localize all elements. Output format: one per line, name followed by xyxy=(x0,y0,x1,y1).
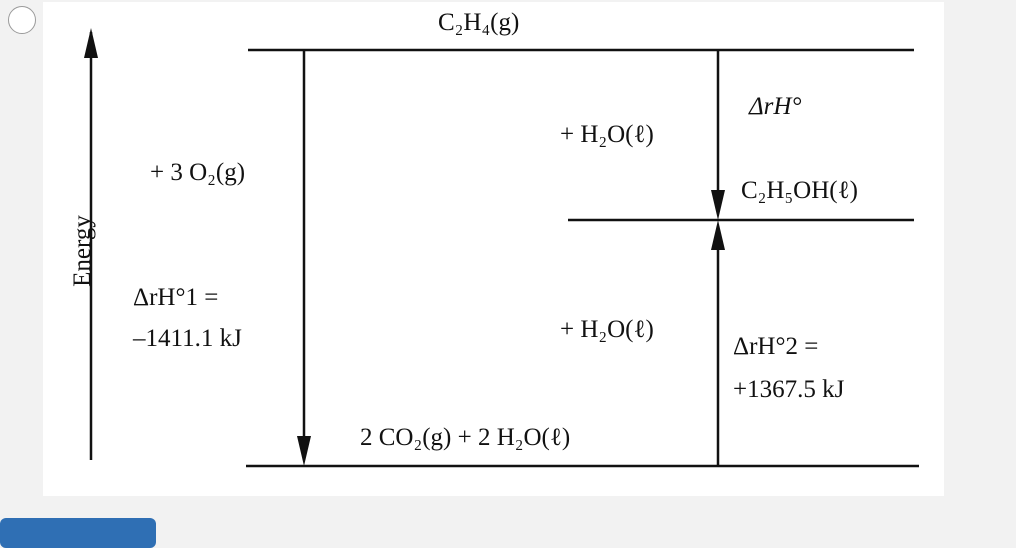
delta-h-label: ΔrH° xyxy=(749,93,802,120)
answer-radio-button[interactable] xyxy=(8,6,36,34)
level-middle-label: C₂H₅OH(ℓ) xyxy=(741,177,858,204)
delta-h1-label-line1: ΔrH°1 = xyxy=(133,284,219,311)
plus-o2-label: + 3 O₂(g) xyxy=(150,159,246,186)
diagram-lines xyxy=(43,2,944,496)
level-bottom-label: 2 CO₂(g) + 2 H₂O(ℓ) xyxy=(360,424,571,451)
level-top-label: C₂H₄(g) xyxy=(438,9,520,36)
plus-h2o-upper-label: + H₂O(ℓ) xyxy=(560,121,654,148)
plus-h2o-lower-label: + H₂O(ℓ) xyxy=(560,316,654,343)
energy-axis-label: Energy xyxy=(68,215,96,287)
delta-h1-label-line2: –1411.1 kJ xyxy=(133,325,242,352)
delta-h2-label-line1: ΔrH°2 = xyxy=(733,333,819,360)
submit-button[interactable] xyxy=(0,518,156,548)
delta-h2-label-line2: +1367.5 kJ xyxy=(733,376,845,403)
delta-h1-arrowhead xyxy=(297,436,311,466)
delta-h-arrowhead xyxy=(711,190,725,220)
enthalpy-diagram xyxy=(43,2,944,496)
energy-axis-arrowhead xyxy=(84,28,98,58)
delta-h2-arrowhead xyxy=(711,220,725,250)
